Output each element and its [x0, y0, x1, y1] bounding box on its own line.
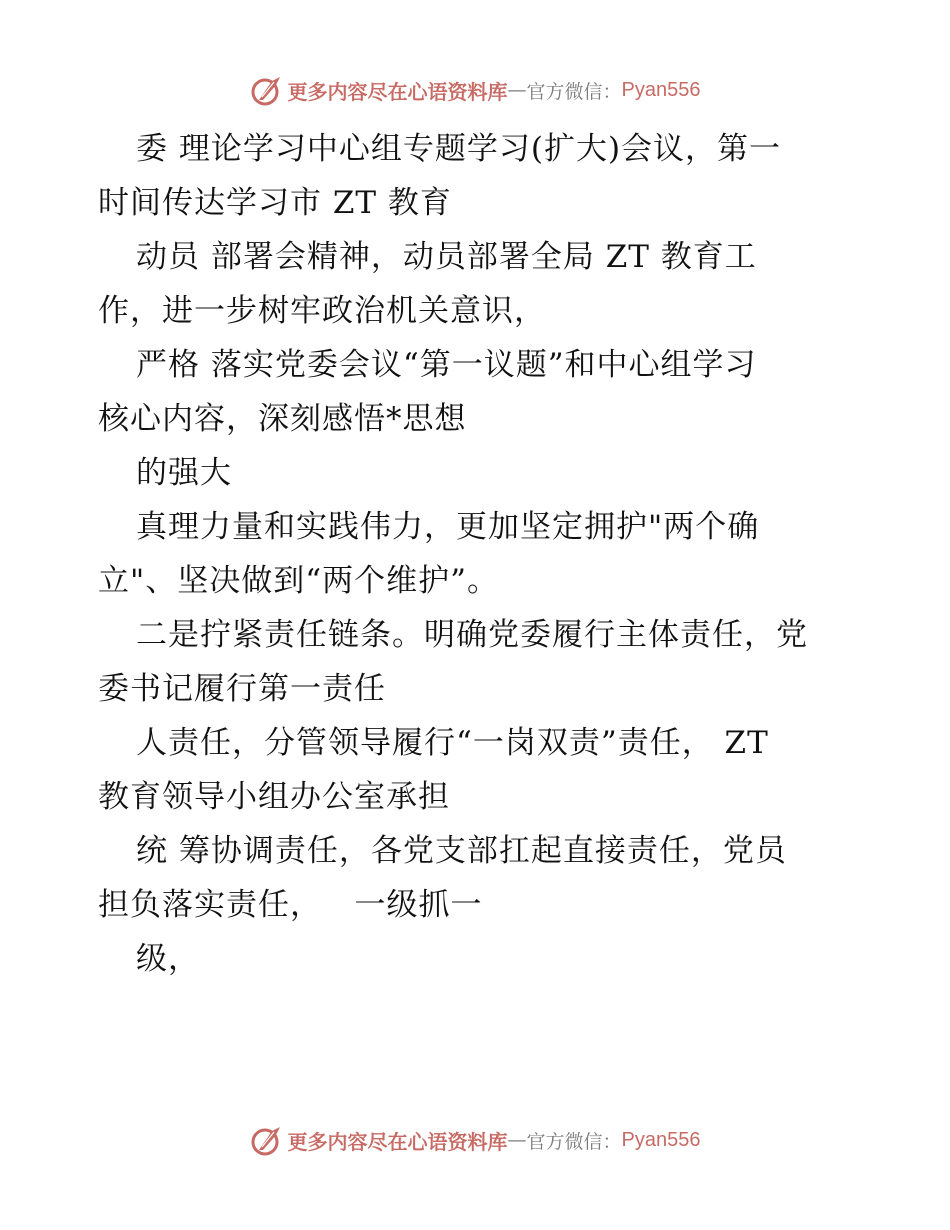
- text-line: 的强大: [136, 455, 232, 491]
- text-line: 委书记履行第一责任: [98, 671, 386, 707]
- text-line: 真理力量和实践伟力，更加坚定拥护"两个确: [136, 509, 760, 545]
- text-line: 核心内容，深刻感悟*思想: [98, 401, 467, 437]
- banner-wechat-label: 官方微信：: [526, 80, 622, 103]
- header-banner: [0, 70, 950, 110]
- footer-banner: [0, 1120, 950, 1160]
- quill-logo-icon: [250, 73, 284, 107]
- quill-logo-icon: [250, 1123, 284, 1157]
- text-line: 动员 部署会精神，动员部署全局 ZT 教育工: [136, 239, 757, 275]
- text-line: 作，进一步树牢政治机关意识，: [98, 293, 546, 329]
- banner-wechat-id: Pyan556: [621, 78, 701, 101]
- document-body: [98, 122, 858, 986]
- banner-wechat-label: 官方微信：: [526, 1130, 622, 1153]
- text-line: 教育领导小组办公室承担: [98, 779, 450, 815]
- text-line: 人责任，分管领导履行“一岗双责”责任， ZT: [136, 725, 769, 761]
- text-line: 担负落实责任， 一级抓一: [98, 887, 483, 923]
- text-line: 时间传达学习市 ZT 教育: [98, 185, 452, 221]
- banner-title: 更多内容尽在心语资料库: [287, 79, 508, 104]
- text-line: 委 理论学习中心组专题学习(扩大)会议，第一: [136, 131, 782, 167]
- text-line: 严格 落实党委会议“第一议题”和中心组学习: [136, 347, 757, 383]
- text-line: 统 筹协调责任，各党支部扛起直接责任，党员: [136, 833, 787, 869]
- banner-separator: —: [507, 1129, 527, 1151]
- text-line: 立"、坚决做到“两个维护”。: [98, 563, 499, 599]
- banner-separator: —: [507, 79, 527, 101]
- text-line: 级，: [136, 941, 200, 977]
- banner-title: 更多内容尽在心语资料库: [287, 1129, 508, 1154]
- banner-wechat-id: Pyan556: [621, 1128, 701, 1151]
- text-line: 二是拧紧责任链条。明确党委履行主体责任，党: [136, 617, 808, 653]
